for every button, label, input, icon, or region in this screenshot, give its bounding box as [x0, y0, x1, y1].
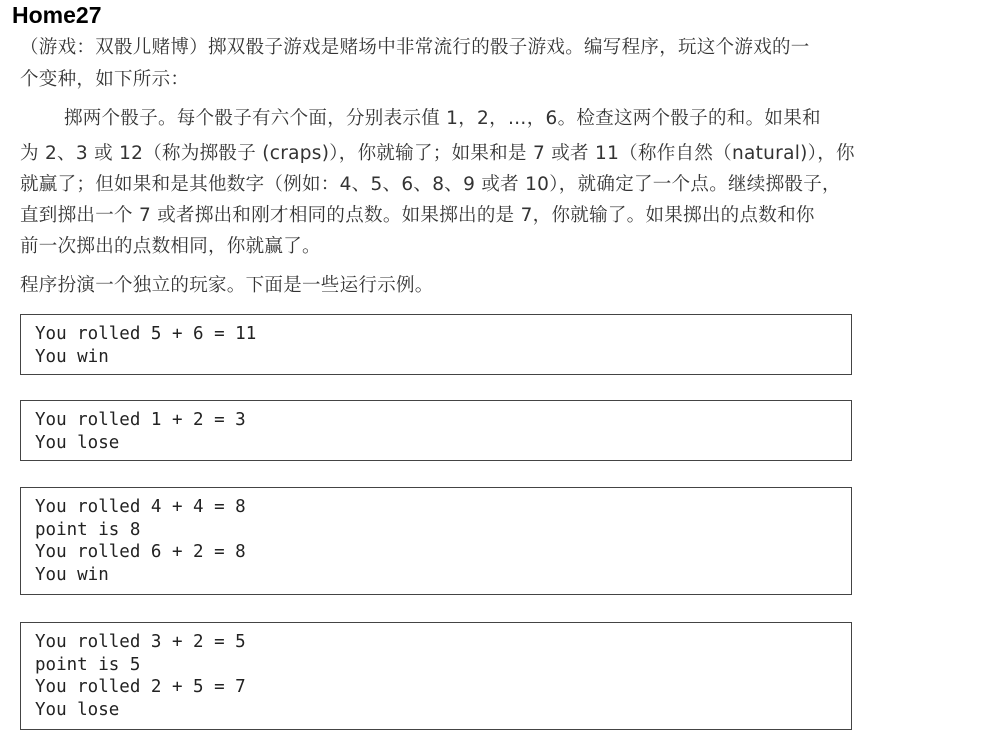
output-line: point is 5	[35, 654, 141, 675]
problem-text-line: （游戏：双骰儿赌博）掷双骰子游戏是赌场中非常流行的骰子游戏。编写程序，玩这个游戏的一	[20, 37, 810, 58]
output-line: You rolled 5 + 6 = 11	[35, 324, 257, 344]
sample-run-box	[20, 622, 852, 730]
output-line: You rolled 3 + 2 = 5	[35, 632, 246, 652]
output-line: point is 8	[35, 519, 141, 540]
output-line: You lose	[35, 699, 120, 720]
output-line: You win	[35, 564, 109, 585]
problem-text-line: 掷两个骰子。每个骰子有六个面，分别表示值 1，2，…，6。检查这两个骰子的和。如果和	[64, 108, 821, 129]
output-line: You rolled 1 + 2 = 3	[35, 410, 246, 430]
page-title: Home27	[12, 2, 102, 28]
output-line: You rolled 6 + 2 = 8	[35, 542, 246, 562]
problem-text-line: 直到掷出一个 7 或者掷出和刚才相同的点数。如果掷出的是 7，你就输了。如果掷出的点数和你	[20, 205, 815, 226]
problem-text-line: 程序扮演一个独立的玩家。下面是一些运行示例。	[20, 275, 434, 296]
problem-text-line: 就赢了；但如果和是其他数字（例如：4、5、6、8、9 或者 10），就确定了一个点。继续掷骰子，	[20, 174, 841, 195]
sample-run-box	[20, 487, 852, 595]
problem-text-line: 个变种，如下所示：	[20, 69, 190, 90]
problem-text-line: 为 2、3 或 12（称为掷骰子 (craps)），你就输了；如果和是 7 或者 11（称作自然（natural)），你	[20, 143, 855, 164]
output-line: You lose	[35, 432, 120, 453]
problem-text-line: 前一次掷出的点数相同，你就赢了。	[20, 236, 321, 257]
sample-run-box	[20, 400, 852, 461]
output-line: You rolled 4 + 4 = 8	[35, 497, 246, 517]
sample-run-box	[20, 314, 852, 375]
output-line: You win	[35, 346, 109, 367]
output-line: You rolled 2 + 5 = 7	[35, 677, 246, 697]
